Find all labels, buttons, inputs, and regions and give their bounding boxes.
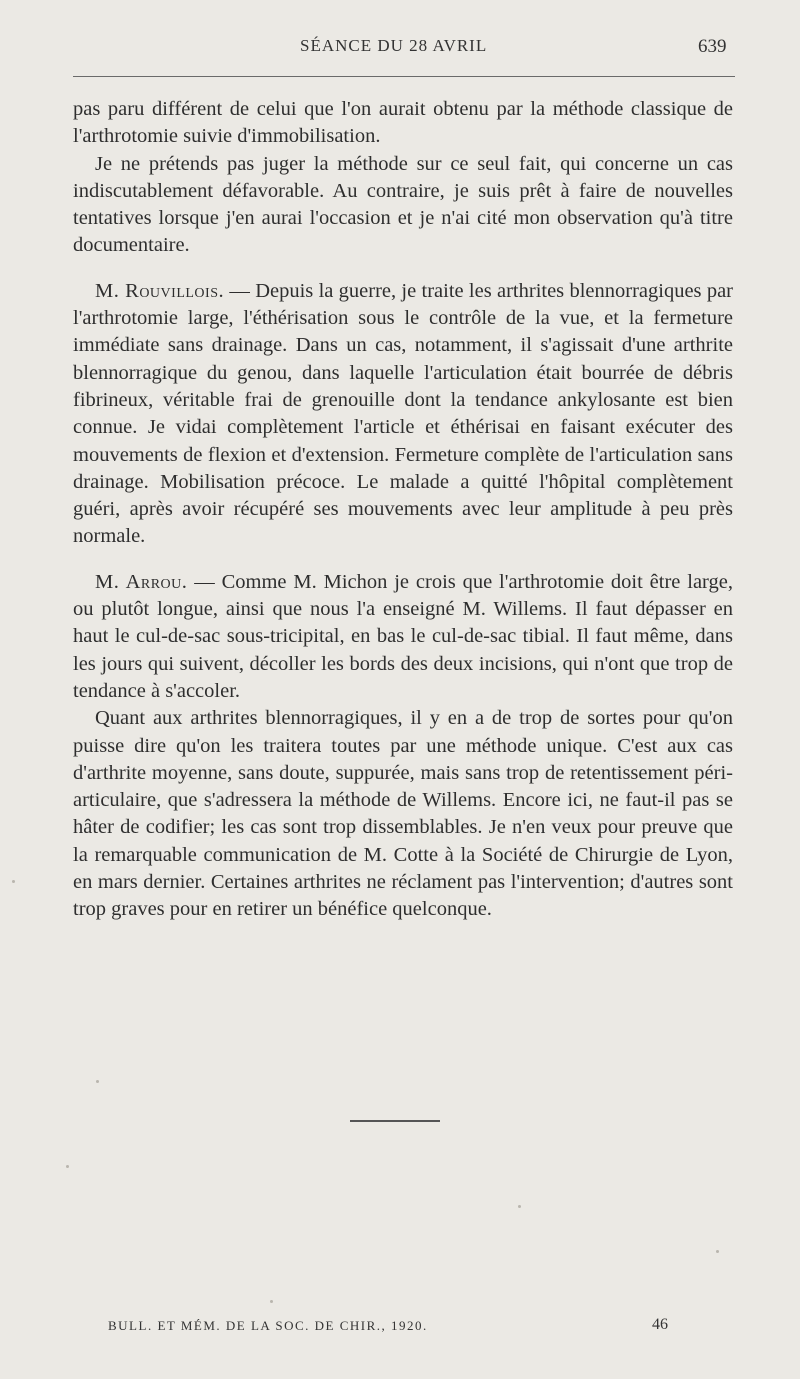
running-title: SÉANCE DU 28 AVRIL (300, 36, 488, 55)
page-footer (0, 1318, 800, 1342)
paragraph-1: pas paru différent de celui que l'on aurait obtenu par la méthode classique de l'arthrotomie suivie d'immobilisation. (73, 98, 733, 148)
speaker-arrou: M. Arrou. (95, 570, 188, 593)
header-rule (73, 76, 735, 77)
paragraph-5: Quant aux arthrites blennorragiques, il y en a de trop de sortes pour qu'on puisse dire qu'on les traitera toutes par une méthode unique. C'est aux cas d'arthrite moyenne, sans doute, suppurée, mais sans trop de retentissement péri-articulaire, que s'adressera la méthode de Willems. Encore ici, ne faut-il pas se hâter de codifier; les cas sont trop dissemblables. Je n'en veux pour preuve que la remarquable communication de M. Cotte à la Société de Chirurgie de Lyon, en mars dernier. Certaines arthrites ne réclament pas l'intervention; d'autres sont trop graves pour en retirer un bénéfice quelconque. (73, 707, 733, 921)
section-end-rule (350, 1120, 440, 1122)
signature-mark: 46 (652, 1316, 668, 1333)
paragraph-rouvillois (73, 278, 733, 551)
running-head (0, 36, 800, 58)
paper-speck (716, 1250, 719, 1253)
paper-speck (270, 1300, 273, 1303)
body-text (73, 96, 733, 924)
paper-speck (66, 1165, 69, 1168)
page-number: 639 (698, 36, 727, 57)
speaker-rouvillois: M. Rouvillois. (95, 279, 225, 302)
paper-speck (518, 1205, 521, 1208)
paragraph-2: Je ne prétends pas juger la méthode sur ce seul fait, qui concerne un cas indiscutablement défavorable. Au contraire, je suis prêt à faire de nouvelles tentatives lorsque j'en aurai l'occasion et je n'ai cité mon observation qu'à titre documentaire. (73, 152, 733, 257)
paper-speck (12, 880, 15, 883)
remarks-rouvillois: — Depuis la guerre, je traite les arthrites blennorragiques par l'arthrotomie large, l'éthérisation sous le contrôle de la vue, et la fermeture immédiate sans drainage. Dans un cas, notamment, il s'agissait d'une arthrite blennorragique du genou, dans laquelle l'articulation était bourrée de débris fibrineux, véritable frai de grenouille dont la tendance ankylosante est bien connue. Je vidai complètement l'article et éthérisai en faisant exécuter des mouvements de flexion et d'extension. Fermeture complète de l'articulation sans drainage. Mobilisation précoce. Le malade a quitté l'hôpital complètement guéri, après avoir récupéré ses mouvements avec leur amplitude à peu près normale. (73, 279, 733, 548)
footer-citation: BULL. ET MÉM. DE LA SOC. DE CHIR., 1920. (108, 1318, 428, 1333)
paper-speck (96, 1080, 99, 1083)
paragraph-arrou (73, 569, 733, 705)
remarks-arrou: — Comme M. Michon je crois que l'arthrotomie doit être large, ou plutôt longue, ainsi que nous l'a enseigné M. Willems. Il faut dépasser en haut le cul-de-sac sous-tricipital, en bas le cul-de-sac tibial. Il faut même, dans les jours qui suivent, décoller les bords des deux incisions, qui n'ont que trop de tendance à s'accoler. (73, 570, 733, 702)
